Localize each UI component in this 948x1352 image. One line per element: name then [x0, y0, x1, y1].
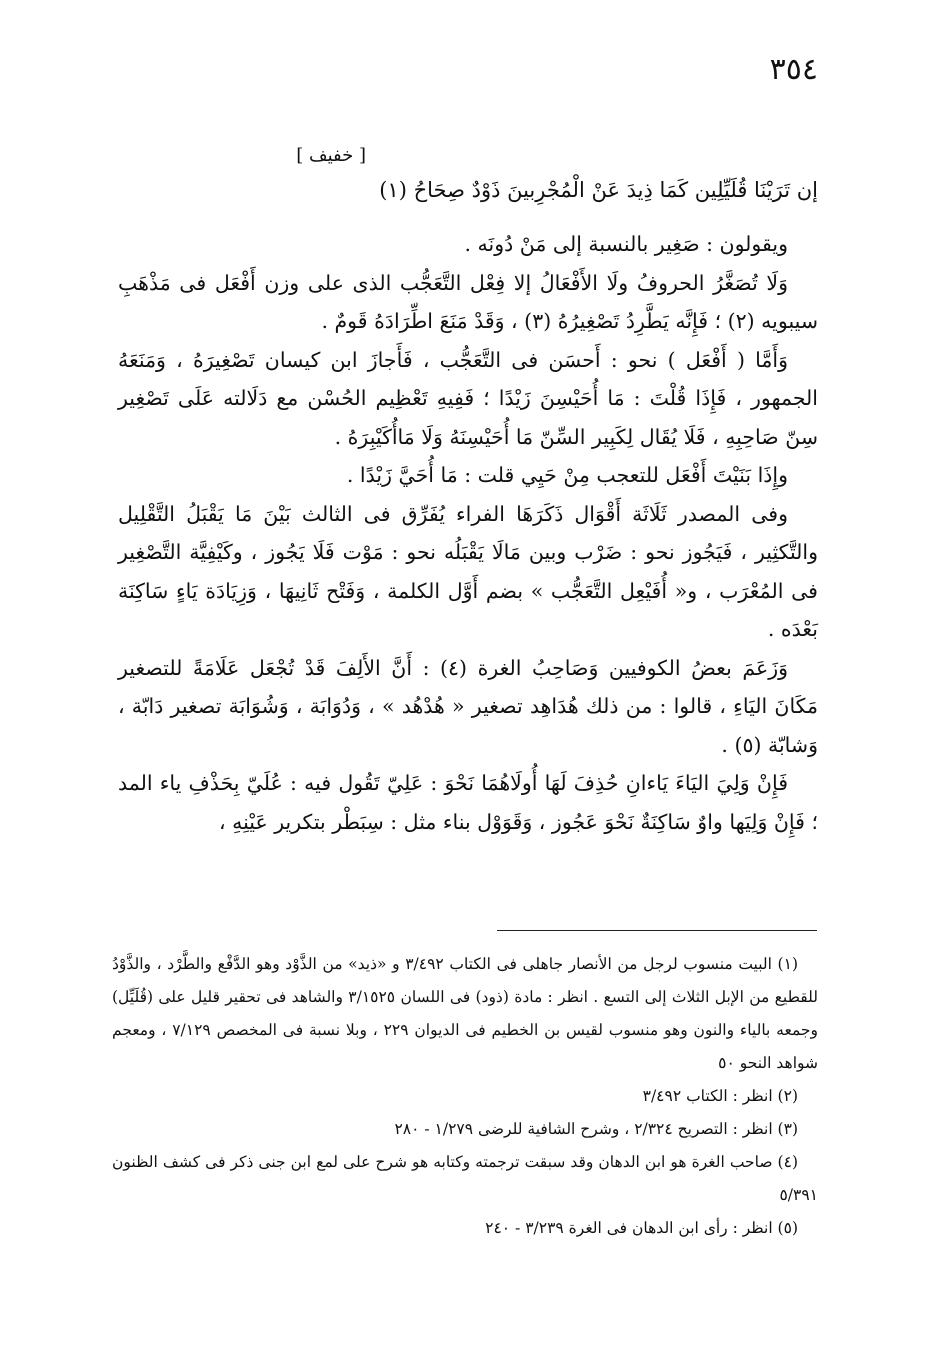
paragraph: وَأَمَّا ( أَفْعَل ) نحو : أَحسَن فى التَّعَجُّب ، فَأَجازَ ابن كيسان تَصْغِيرَهُ ، وَمَنَعَهُ الجمهور ، فَإِذَا قُلْتَ : مَا أُحَيْسِنَ زَيْدًا ؛ فَفِيهِ تَعْظِيم الحُسْن مع دَلَالته عَلَى تَصْغِير سِنّ صَاحِبِهِ ، فَلَا يُقَال لِكَبِير السِّنّ مَا أُحَيْسِنَهُ وَلَا مَاأُكَيْبِرَهُ . [118, 347, 818, 449]
paragraph: ويقولون : صَغِير بالنسبة إلى مَنْ دُونَه . [464, 232, 788, 256]
paragraph: وَزَعَمَ بعضُ الكوفيين وَصَاحِبُ الغرة (٤) : أَنَّ الأَلِفَ قَدْ تُجْعَل عَلَامَةً للتصغير مَكَانَ اليَاءِ ، قالوا : من ذلك هُدَاهِد تصغير « هُدْهُد » ، وَدُوَابَة ، وَشُوَابَة تصغير دَابّة ، وَشابّة (٥) . [118, 655, 818, 757]
footnotes [112, 948, 818, 1245]
poetry-verse: إن تَرَيْنَا قُلَيِّلِين كَمَا ذِيدَ عَنْ الْمُجْرِبينَ ذَوْدٌ صِحَاحُ (١) [379, 178, 818, 202]
paragraph: وَلَا تُصَغَّرُ الحروفُ ولَا الأَفْعَالُ إلا فِعْل التَّعَجُّب الذى على وزن أَفْعَل فى مَذْهَبِ سيبويه (٢) ؛ فَإِنَّه يَطَّرِدُ تَصْغِيرُهُ (٣) ، وَقَدْ مَنَعَ اطِّرَادَهُ قَومٌ . [118, 270, 818, 333]
footnote: (٢) انظر : الكتاب ٣/٤٩٢ [642, 1087, 798, 1105]
poetic-meter-label: [ خفيف ] [296, 145, 366, 166]
footnote: (٤) صاحب الغرة هو ابن الدهان وقد سبقت ترجمته وكتابه هو شرح على لمع ابن جنى ذكر فى كشف الظنون ٥/٣٩١ [112, 1153, 818, 1204]
paragraph: وفى المصدر ثَلَاثَة أَقْوَال ذَكَرَهَا الفراء يُفَرِّق فى الثالث بَيْنَ مَا يَقْبَلُ التَّقْلِيل والتَّكثِير ، فَيَجُوز نحو : ضَرْب وبين مَالَا يَقْبَلُه نحو : مَوْت فَلَا يَجُوز ، وكَيْفِيَّة التَّصْغِير فى المُعْرَب ، و« أُفَيْعِل التَّعَجُّب » بضم أَوَّل الكلمة ، وَفَتْح ثَانِيهَا ، وَزِيَادَة يَاءٍ سَاكِنَة بَعْدَه . [118, 501, 818, 641]
paragraph: فَإِنْ وَلِيَ اليَاءَ يَاءانِ حُذِفَ لَهَا أُولَاهُمَا نَحْوَ : عَلِيّ تَقُول فيه : عُلَيّ بِحَذْفِ ياء المد ؛ فَإِنْ وَلِيَها واوٌ سَاكِنَةٌ نَحْوَ عَجُوز ، وَقَوَوْل بناء مثل : سِبَطْر بتكرير عَيْنِهِ ، [118, 771, 818, 834]
footnote: (١) البيت منسوب لرجل من الأنصار جاهلى فى الكتاب ٣/٤٩٢ و «ذيد» من الذَّوْد وهو الدَّفْع والطَّرْد ، والذَّوْدُ للقطيع من الإبل الثلاث إلى التسع . انظر : مادة (ذود) فى اللسان ٣/١٥٢٥ والشاهد فى تحقير قليل على (قُلَيِّل) وجمعه بالياء والنون وهو منسوب لقيس بن الخطيم فى الديوان ٢٢٩ ، وبلا نسبة فى المخصص ٧/١٢٩ ، ومعجم شواهد النحو ٥٠ [112, 955, 819, 1072]
footnote: (٣) انظر : التصريح ٢/٣٢٤ ، وشرح الشافية للرضى ١/٢٧٩ - ٢٨٠ [394, 1120, 798, 1138]
footnote-divider [497, 930, 817, 931]
page-number: ٣٥٤ [769, 52, 818, 87]
footnote: (٥) انظر : رأى ابن الدهان فى الغرة ٣/٢٣٩ - ٢٤٠ [485, 1219, 798, 1237]
paragraph: وإِذَا بَنَيْتَ أَفْعَل للتعجب مِنْ حَيِي قلت : مَا أُحَيَّ زَيْدًا . [346, 463, 788, 487]
main-text [118, 225, 818, 841]
